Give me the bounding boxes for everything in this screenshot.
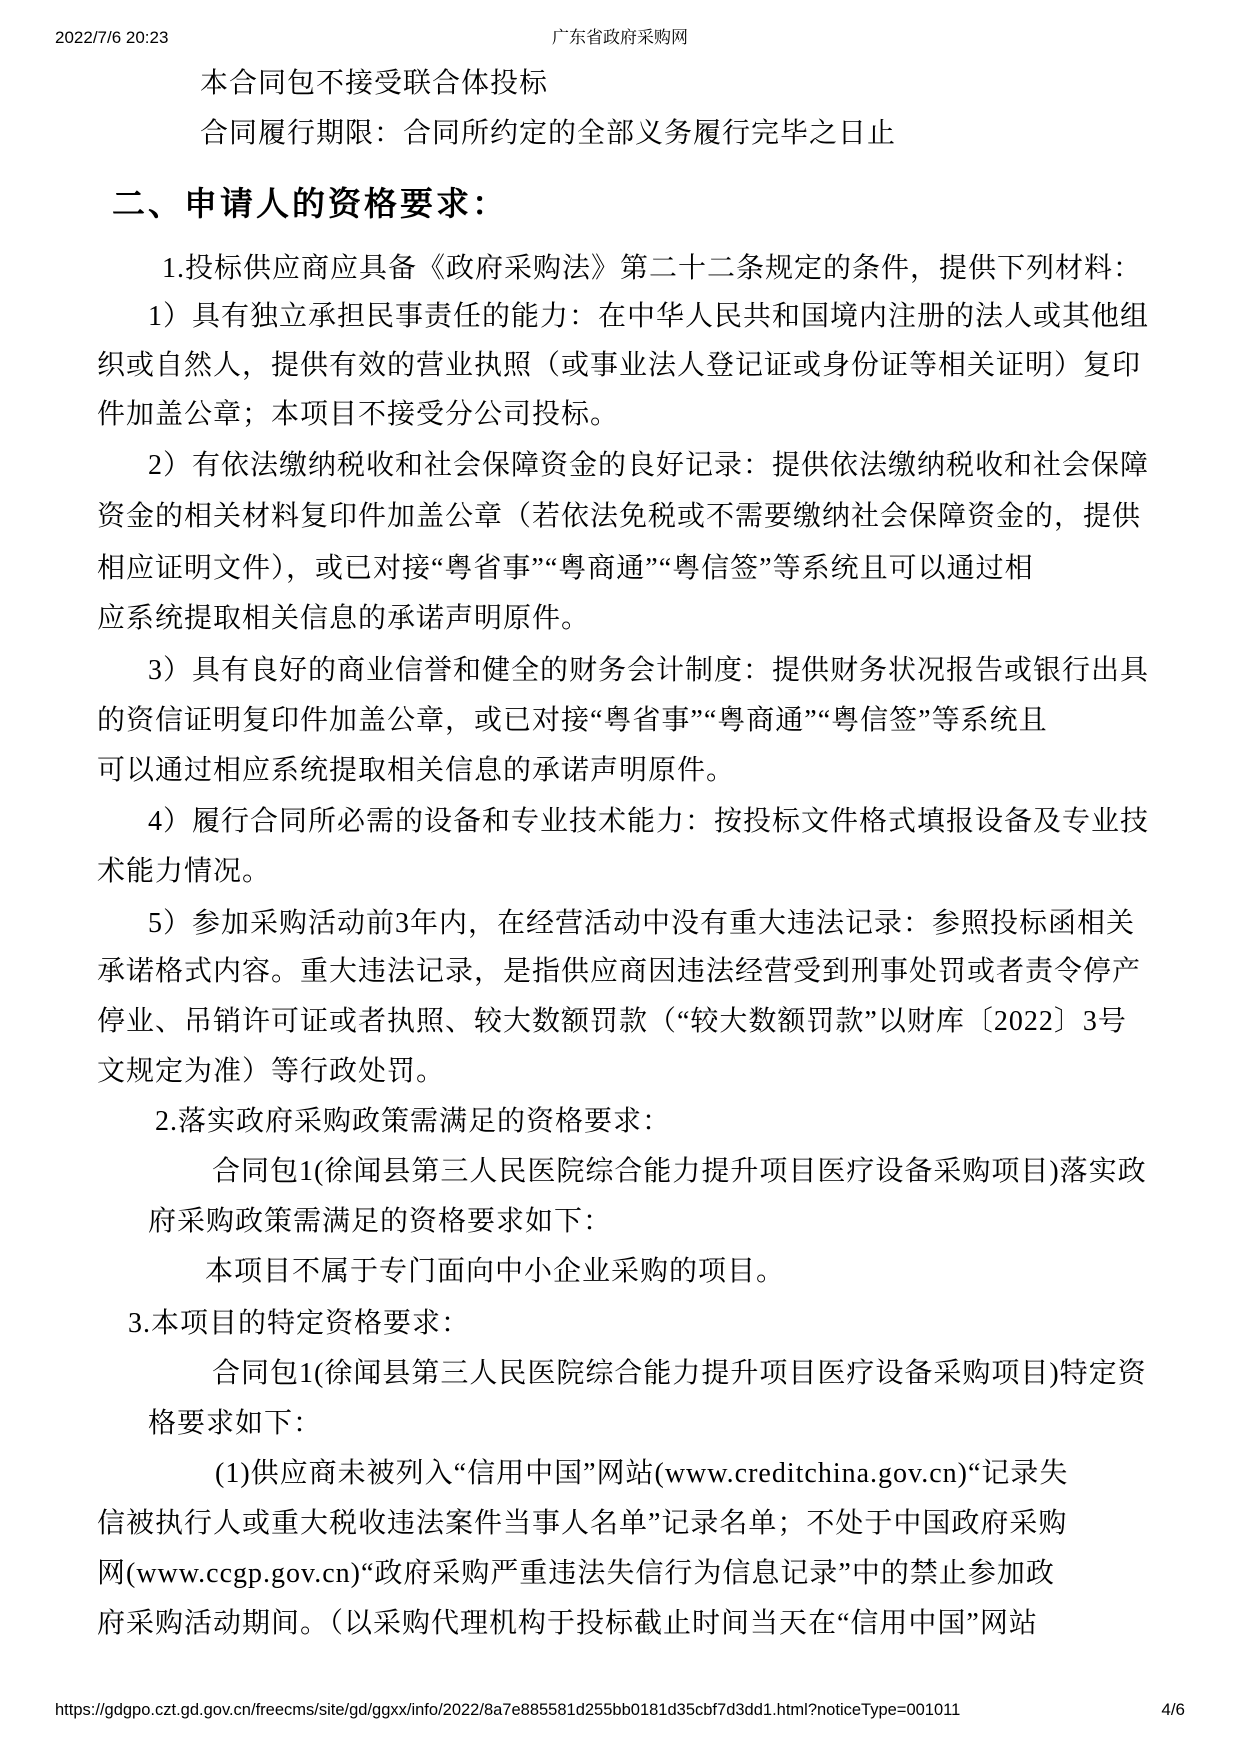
document-line: 5）参加采购活动前3年内，在经营活动中没有重大违法记录：参照投标函相关 bbox=[148, 908, 1136, 939]
document-line: 资金的相关材料复印件加盖公章（若依法免税或不需要缴纳社会保障资金的，提供 bbox=[97, 501, 1142, 532]
document-line: 合同履行期限：合同所约定的全部义务履行完毕之日止 bbox=[200, 118, 897, 149]
document-line: 件加盖公章；本项目不接受分公司投标。 bbox=[97, 399, 620, 430]
section-heading: 二、申请人的资格要求： bbox=[112, 187, 508, 223]
document-line: 应系统提取相关信息的承诺声明原件。 bbox=[97, 603, 591, 634]
document-line: 1）具有独立承担民事责任的能力：在中华人民共和国境内注册的法人或其他组 bbox=[148, 301, 1150, 332]
document-line: 3）具有良好的商业信誉和健全的财务会计制度：提供财务状况报告或银行出具 bbox=[148, 655, 1150, 686]
document-line: 4）履行合同所必需的设备和专业技术能力：按投标文件格式填报设备及专业技 bbox=[148, 806, 1150, 837]
document-line: 合同包1(徐闻县第三人民医院综合能力提升项目医疗设备采购项目)落实政 bbox=[212, 1156, 1147, 1187]
document-line: 的资信证明复印件加盖公章，或已对接“粤省事”“粤商通”“粤信签”等系统且 bbox=[97, 705, 1048, 736]
document-line: 府采购政策需满足的资格要求如下： bbox=[148, 1206, 613, 1237]
document-line: 可以通过相应系统提取相关信息的承诺声明原件。 bbox=[97, 755, 736, 786]
document-line: 本合同包不接受联合体投标 bbox=[200, 68, 549, 99]
document-line: 格要求如下： bbox=[148, 1408, 323, 1439]
document-line: 2）有依法缴纳税收和社会保障资金的良好记录：提供依法缴纳税收和社会保障 bbox=[148, 450, 1150, 481]
document-line: 2.落实政府采购政策需满足的资格要求： bbox=[155, 1106, 672, 1137]
document-line: 本项目不属于专门面向中小企业采购的项目。 bbox=[205, 1256, 786, 1287]
document-line: 3.本项目的特定资格要求： bbox=[128, 1308, 471, 1339]
document-line: 府采购活动期间。（以采购代理机构于投标截止时间当天在“信用中国”网站 bbox=[97, 1608, 1038, 1639]
document-line: 合同包1(徐闻县第三人民医院综合能力提升项目医疗设备采购项目)特定资 bbox=[212, 1358, 1147, 1389]
page-number: 4/6 bbox=[1161, 1700, 1185, 1719]
document-line: 文规定为准）等行政处罚。 bbox=[97, 1056, 446, 1087]
footer-url: https://gdgpo.czt.gd.gov.cn/freecms/site/gd/ggxx/info/2022/8a7e885581d255bb0181d35cbf7d3dd1.html?noticeType=001011 bbox=[55, 1701, 961, 1719]
document-line: 网(www.ccgp.gov.cn)“政府采购严重违法失信行为信息记录”中的禁止参加政 bbox=[97, 1558, 1055, 1589]
document-line: (1)供应商未被列入“信用中国”网站(www.creditchina.gov.cn)“记录失 bbox=[215, 1458, 1069, 1489]
document-line: 1.投标供应商应具备《政府采购法》第二十二条规定的条件，提供下列材料： bbox=[162, 253, 1143, 284]
document-line: 织或自然人，提供有效的营业执照（或事业法人登记证或身份证等相关证明）复印 bbox=[97, 350, 1142, 381]
document-line: 停业、吊销许可证或者执照、较大数额罚款（“较大数额罚款”以财库〔2022〕3号 bbox=[97, 1006, 1127, 1037]
print-datetime: 2022/7/6 20:23 bbox=[55, 28, 169, 47]
document-line: 信被执行人或重大税收违法案件当事人名单”记录名单；不处于中国政府采购 bbox=[97, 1508, 1068, 1539]
document-line: 术能力情况。 bbox=[97, 856, 272, 887]
site-title: 广东省政府采购网 bbox=[552, 28, 688, 47]
document-line: 相应证明文件），或已对接“粤省事”“粤商通”“粤信签”等系统且可以通过相 bbox=[97, 553, 1034, 584]
document-line: 承诺格式内容。重大违法记录，是指供应商因违法经营受到刑事处罚或者责令停产 bbox=[97, 956, 1142, 987]
